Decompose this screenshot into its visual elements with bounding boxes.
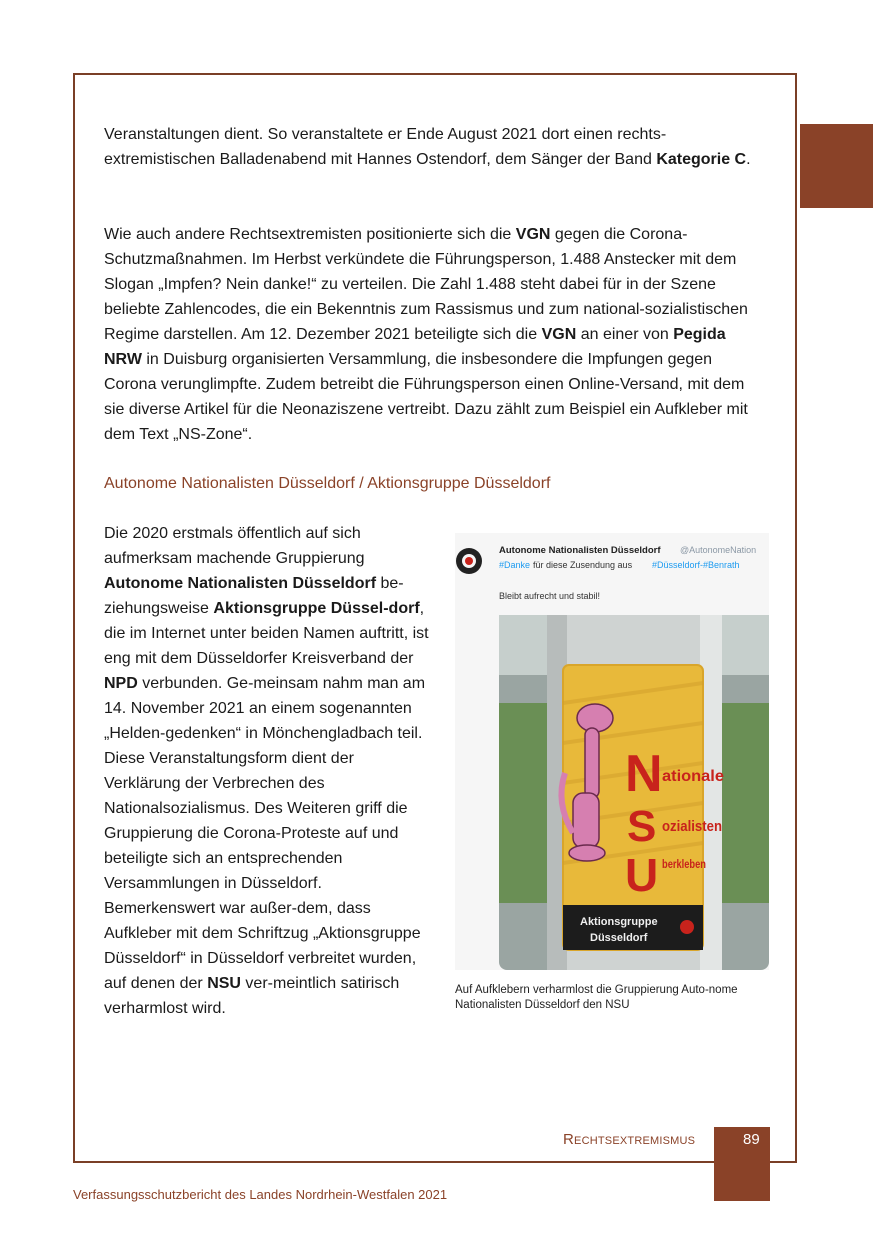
tweet-screenshot-image <box>455 533 769 970</box>
bold-term: Aktionsgruppe Düssel-dorf <box>213 600 420 617</box>
bold-term: NSU <box>207 975 241 992</box>
sticker-word-nationale: ationale <box>662 768 725 785</box>
bold-term: Autonome Nationalisten Düsseldorf <box>104 575 377 592</box>
figure-caption: Auf Aufklebern verharmlost die Gruppierung Auto-nome Nationalisten Düsseldorf den NSU <box>455 984 738 1011</box>
sticker-letter-n: N <box>625 745 663 803</box>
sticker-letter-s: S <box>627 802 657 851</box>
tweet-line: für diese Zusendung aus <box>533 560 633 570</box>
sticker-photo <box>499 615 769 970</box>
sticker-logo-icon <box>680 920 694 934</box>
chapter-tab-marker <box>800 124 873 208</box>
bold-term: Kategorie C <box>656 151 747 168</box>
bold-term: VGN <box>515 226 551 243</box>
section-initial: R <box>563 1131 575 1148</box>
publication-title: Verfassungsschutzbericht des Landes Nordrhein-Westfalen 2021 <box>73 1187 448 1202</box>
tweet-text: Bleibt aufrecht und stabil! <box>499 591 601 601</box>
paragraph-autonome-nationalisten: Die 2020 erstmals öffentlich auf sich aufmerksam machende Gruppierung Autonome Nationalisten Düsseldorf be-ziehungsweise Aktionsgruppe Düssel-dorf, die im Internet unter beiden Namen auftritt, ist eng mit dem Düsseldorfer Kreisverband der NPD verbunden. Ge-meinsam nahm man am 14. November 2021 an einem sogenannten „Helden-gedenken“ in Mönchengladbach teil. Diese Veranstaltungsform dient der Verklärung der Verbrechen des Nationalsozialismus. Des Weiteren griff die Gruppierung die Corona-Proteste auf und beteiligte sich an entsprechenden Versammlungen in Düsseldorf. Bemerkenswert war außer-dem, dass Aufkleber mit dem Schriftzug „Aktionsgruppe Düsseldorf“ in Düsseldorf verbreitet wurden, auf denen der NSU ver-meintlich satirisch verharmlost wird. <box>104 525 429 1017</box>
bold-term: NPD <box>104 675 138 692</box>
sticker-footer-line1: Aktionsgruppe <box>580 916 658 928</box>
sticker-word-ueberkleben: berkleben <box>662 857 706 871</box>
bold-term: Pegida NRW <box>104 326 726 368</box>
tweet-handle: @AutonomeNation <box>680 545 757 555</box>
section-heading: Autonome Nationalisten Düsseldorf / Aktionsgruppe Düsseldorf <box>104 475 551 492</box>
sticker-letter-u: U <box>625 849 659 901</box>
running-footer-section <box>563 1131 695 1148</box>
tweet-author-name: Autonome Nationalisten Düsseldorf <box>499 545 661 556</box>
paragraph-kategorie-c: Veranstaltungen dient. So veranstaltete er Ende August 2021 dort einen rechts-extremistischen Balladenabend mit Hannes Ostendorf, dem Sänger der Band Kategorie C. <box>104 126 751 168</box>
sticker-footer-line2: Düsseldorf <box>590 932 648 944</box>
tweet-hashtag: #Danke <box>499 560 531 570</box>
gear-icon <box>456 548 482 574</box>
page-number: 89 <box>743 1131 760 1148</box>
section-rest: ECHTSEXTREMISMUS <box>574 1135 696 1147</box>
paragraph-vgn: Wie auch andere Rechtsextremisten positionierte sich die VGN gegen die Corona-Schutzmaßnahmen. Im Herbst verkündete die Führungsperson, 1.488 Anstecker mit dem Slogan „Impfen? Nein danke!“ zu verteilen. Die Zahl 1.488 steht dabei für in der Szene beliebte Zahlencodes, die ein Bekenntnis zum Rassismus und zum national-sozialistischen Regime darstellen. Am 12. Dezember 2021 beteiligte sich die VGN an einer von Pegida NRW in Duisburg organisierten Versammlung, die insbesondere die Impfungen gegen Corona verunglimpfte. Zudem betreibt die Führungsperson einen Online-Versand, mit dem sie diverse Artikel für die Neonaziszene vertreibt. Dazu zählt zum Beispiel ein Aufkleber mit dem Text „NS-Zone“. <box>104 226 748 443</box>
sticker-word-sozialisten: ozialisten <box>662 818 722 835</box>
tweet-screenshot-figure <box>455 533 769 970</box>
bold-term: VGN <box>541 326 577 343</box>
tweet-hashtag: #Düsseldorf-#Benrath <box>652 560 740 570</box>
